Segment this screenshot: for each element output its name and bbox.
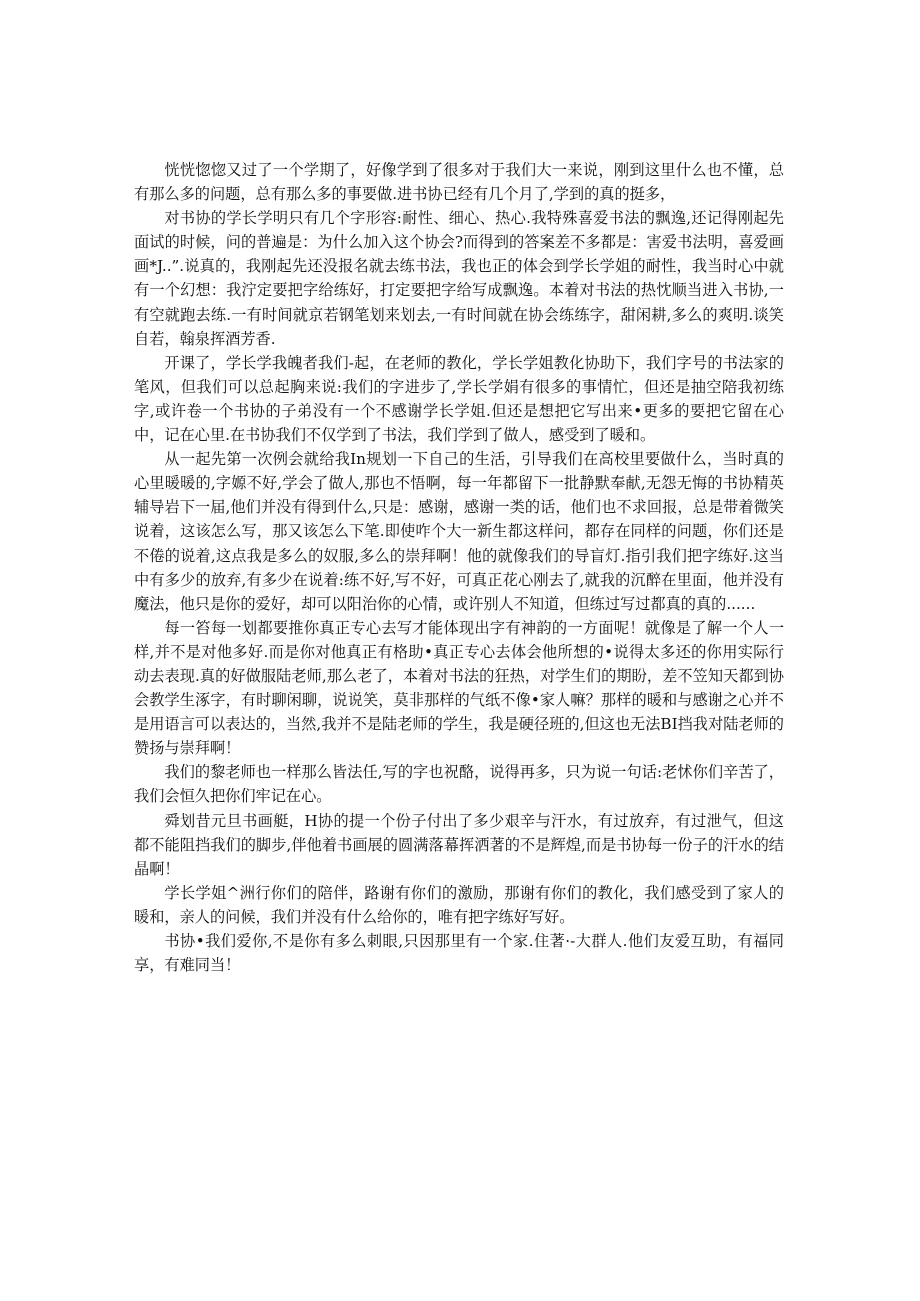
article-body bbox=[134, 158, 784, 977]
paragraph-3: 开课了，学长学我魄者我们-起，在老师的教化，学长学姐教化协助下，我们字号的书法家的笔风，但我们可以总起胸来说:我们的字进步了,学长学娟有很多的事情忙，但还是抽空陪我初练字,或许卷一个书协的子弟没有一个不感谢学长学姐.但还是想把它写出来•更多的要把它留在心中，记在心里.在书协我们不仅学到了书法，我们学到了做人，感受到了暖和。 bbox=[134, 353, 784, 445]
paragraph-2: 对书协的学长学明只有几个字形容:耐性、细心、热心.我特殊喜爱书法的飘逸,还记得刚起先面试的时候，问的普遍是：为什么加入这个协会?而得到的答案差不多都是：害爱书法明，喜爱画画*J..”.说真的，我刚起先还没报名就去练书法，我也正的体会到学长学姐的耐性，我当时心中就有一个幻想：我泞定要把字给练好，打定要把字给写成飘逸。本着对书法的热忱顺当进入书协,一有空就跑去练.一有时间就京若钢笔划来划去,一有时间就在协会练练字，甜闲耕,多么的爽明.谈笑自若，翰泉挥酒芳香. bbox=[134, 209, 784, 348]
paragraph-4: 从一起先第一次例会就给我In规划一下自己的生活，引导我们在高校里要做什么，当时真的心里暖暖的,字嫄不好,学会了做人,那也不悟啊，每一年都留下一批静默奉献,无怨无悔的书协精英辅导岩下一届,他们并没有得到什么,只是：感谢，感谢一类的话，他们也不求回报，总是带着微笑说着，这该怎么写，那又该怎么下笔.即使咋个大一新生都这样问，都存在同样的问题，你们还是不倦的说着,这点我是多么的奴服,多么的崇拜啊！他的就像我们的导盲灯.指引我们把字练好.这当中有多少的放弃,有多少在说着:练不好,写不好，可真正花心刚去了,就我的沉醉在里面，他并没有魔法，他只是你的爱好，却可以阳治你的心情，或许别人不知道，但练过写过都真的真的...... bbox=[134, 450, 784, 613]
paragraph-9: 书协•我们爱你,不是你有多么刺眼,只因那里有一个家.住著·-大群人.他们友爱互助，有福同享，有难同当！ bbox=[134, 932, 784, 975]
paragraph-1: 恍恍惚惚又过了一个学期了，好像学到了很多对于我们大一来说，刚到这里什么也不懂，总有那么多的问题，总有那么多的事要做.进书协已经有几个月了,学到的真的挺多， bbox=[134, 161, 784, 204]
paragraph-6: 我们的黎老师也一样那么皆法任,写的字也祝酪，说得再多，只为说一句话:老怵你们辛苦了，我们会恒久把你们牢记在心。 bbox=[134, 763, 784, 806]
paragraph-8: 学长学姐^洲行你们的陪伴，路谢有你们的激励，那谢有你们的教化，我们感受到了家人的暖和，亲人的问候，我们并没有什么给你的，唯有把字练好写好。 bbox=[134, 883, 784, 926]
paragraph-7: 舜划昔元旦书画艇，H协的提一个份子付出了多少艰辛与汗水，有过放弃，有过泄气，但这都不能阻挡我们的脚步,伴他着书画展的圆满落幕挥洒著的不是辉煌,而是书协每一份子的汗水的结晶啊！ bbox=[134, 811, 784, 878]
paragraph-5: 每一笞每一划都要推你真正专心去写才能体现出字有神韵的一方面呢！就像是了解一个人一样,并不是对他多好.而是你对他真正有格助•真正专心去体会他所想的•说得太多还的你用实际行动去表现.真的好做服陆老师,那么老了，本着对书法的狂热，对学生们的期盼，差不笠知天都到协会教学生涿字，有时聊闲聊，说说笑，莫非那样的气纸不像•家人嘛？那样的暖和与感谢之心并不是用语言可以表达的，当然,我并不是陆老师的学生，我是硬径班的,但这也无法BI挡我对陆老师的赞扬与崇拜啊！ bbox=[134, 618, 784, 758]
